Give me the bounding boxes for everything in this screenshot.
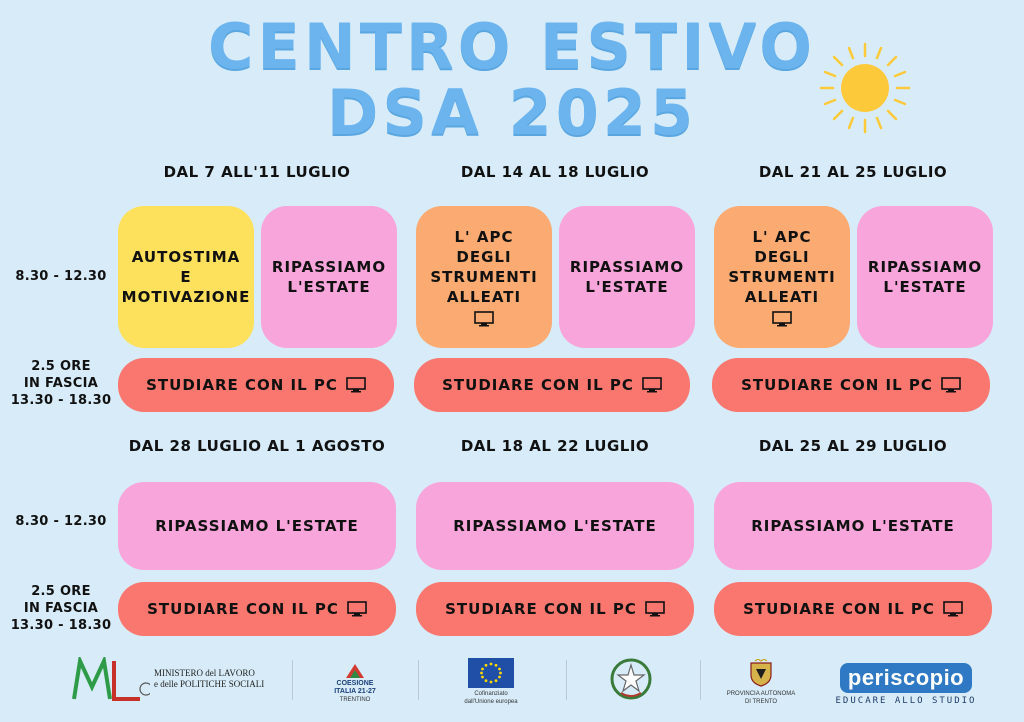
eu-text: dall'Unione europea (464, 699, 518, 705)
activity-card-ripassiamo (416, 482, 694, 570)
card-text: DEGLI (754, 248, 810, 266)
week-label: DAL 7 ALL'11 LUGLIO (163, 163, 351, 181)
card-text: ALLEATI (744, 288, 820, 306)
card-text: RIPASSIAMO (867, 258, 983, 276)
week-label: DAL 14 AL 18 LUGLIO (460, 163, 650, 181)
ministero-text: MINISTERO del LAVORO (154, 668, 255, 678)
eu-flag-icon (468, 658, 514, 688)
eu-text: Cofinanziato (474, 691, 508, 697)
card-text: L' APC (454, 228, 514, 246)
eu-logo (455, 654, 527, 710)
coesione-text: ITALIA 21-27 (334, 688, 376, 695)
coesione-emblem-icon (344, 660, 366, 680)
time-label-afternoon-top (8, 358, 114, 409)
provincia-text: PROVINCIA AUTONOMA (726, 690, 796, 697)
card-text: STUDIARE CON IL PC (147, 600, 339, 618)
coesione-text: COESIONE (336, 680, 374, 687)
computer-icon (943, 601, 963, 617)
activity-card-ripassiamo (714, 482, 992, 570)
card-text: L'ESTATE (585, 278, 669, 296)
periscopio-logo (830, 654, 982, 714)
periscopio-tagline: EDUCARE ALLO STUDIO (835, 695, 977, 706)
card-text: RIPASSIAMO (271, 258, 387, 276)
card-text: L'ESTATE (287, 278, 371, 296)
time-label-afternoon-bottom (8, 583, 114, 634)
card-text: AUTOSTIMA (131, 248, 241, 266)
card-text: L'ESTATE (883, 278, 967, 296)
card-text: STRUMENTI (728, 268, 836, 286)
studiare-pc-bar (712, 358, 990, 412)
time-label-line: IN FASCIA (23, 376, 99, 391)
card-text: STUDIARE CON IL PC (146, 376, 338, 394)
card-text: RIPASSIAMO (569, 258, 685, 276)
time-label-morning-top: 8.30 - 12.30 (15, 269, 107, 284)
page-title-line2: DSA 2025 (326, 76, 698, 149)
week-label: DAL 18 AL 22 LUGLIO (460, 437, 650, 455)
studiare-pc-bar (118, 582, 396, 636)
computer-icon (474, 311, 494, 327)
ministero-logo (70, 654, 280, 704)
computer-icon (645, 601, 665, 617)
coesione-logo (325, 654, 385, 710)
provincia-text: DI TRENTO (744, 698, 778, 705)
time-label-line: 13.30 - 18.30 (10, 618, 112, 633)
card-text: STUDIARE CON IL PC (445, 600, 637, 618)
time-label-line: 2.5 ORE (31, 584, 91, 599)
periscopio-wordmark: periscopio (840, 663, 972, 693)
sun-icon (815, 38, 915, 138)
activity-card-apc (416, 206, 552, 348)
card-text: STUDIARE CON IL PC (442, 376, 634, 394)
card-text: RIPASSIAMO L'ESTATE (155, 517, 359, 535)
time-label-line: IN FASCIA (23, 601, 99, 616)
italian-emblem-icon (609, 657, 653, 701)
week-label: DAL 28 LUGLIO AL 1 AGOSTO (128, 437, 386, 455)
computer-icon (347, 601, 367, 617)
time-label-morning-bottom: 8.30 - 12.30 (15, 514, 107, 529)
week-label: DAL 25 AL 29 LUGLIO (758, 437, 948, 455)
coesione-text: TRENTINO (339, 697, 371, 703)
card-text: DEGLI (456, 248, 512, 266)
card-text: E (180, 268, 192, 286)
week-label: DAL 21 AL 25 LUGLIO (758, 163, 948, 181)
logo-footer (0, 648, 1024, 722)
computer-icon (941, 377, 961, 393)
repubblica-logo (606, 654, 656, 704)
computer-icon (642, 377, 662, 393)
activity-card-ripassiamo (118, 482, 396, 570)
studiare-pc-bar (414, 358, 690, 412)
activity-card-autostima (118, 206, 254, 348)
card-text: STRUMENTI (430, 268, 538, 286)
computer-icon (346, 377, 366, 393)
ministero-emblem-icon (70, 657, 150, 701)
activity-card-ripassiamo (857, 206, 993, 348)
card-text: ALLEATI (446, 288, 522, 306)
activity-card-ripassiamo (261, 206, 397, 348)
card-text: L' APC (752, 228, 812, 246)
page-title-line1: CENTRO ESTIVO (207, 10, 817, 83)
trento-coat-of-arms-icon (749, 659, 773, 687)
time-label-line: 13.30 - 18.30 (10, 393, 112, 408)
provincia-logo (726, 654, 796, 710)
studiare-pc-bar (714, 582, 992, 636)
card-text: MOTIVAZIONE (121, 288, 251, 306)
ministero-text: e delle POLITICHE SOCIALI (154, 679, 265, 689)
card-text: RIPASSIAMO L'ESTATE (751, 517, 955, 535)
card-text: STUDIARE CON IL PC (743, 600, 935, 618)
card-text: STUDIARE CON IL PC (741, 376, 933, 394)
activity-card-apc (714, 206, 850, 348)
computer-icon (772, 311, 792, 327)
time-label-line: 2.5 ORE (31, 359, 91, 374)
studiare-pc-bar (118, 358, 394, 412)
activity-card-ripassiamo (559, 206, 695, 348)
card-text: RIPASSIAMO L'ESTATE (453, 517, 657, 535)
studiare-pc-bar (416, 582, 694, 636)
